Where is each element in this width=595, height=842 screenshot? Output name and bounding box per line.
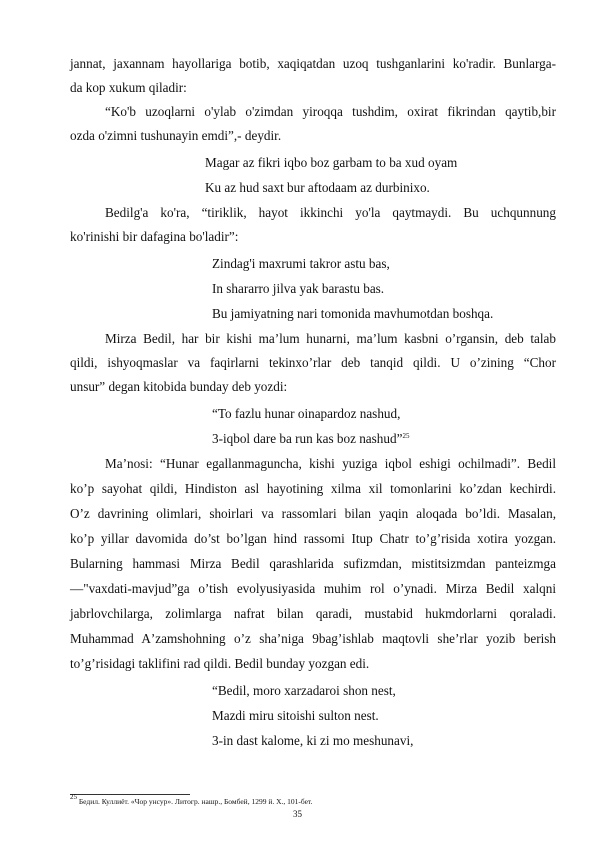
verse-line: Zindag'i maxrumi takror astu bas, [212,256,390,271]
verse-line: In shararro jilva yak barastu bas. [212,281,385,296]
footnote [70,793,313,807]
verse-text: 3-iqbol dare ba run kas boz nashud” [212,431,403,446]
paragraph-line: “Ko'b uzoqlarni o'ylab o'zimdan yiroqqa tushdim, oxirat fikrindan qaytib,bir [105,104,556,119]
verse-line: “To fazlu hunar oinapardoz nashud, [212,406,401,421]
paragraph-line: unsur” degan kitobida bunday deb yozdi: [70,379,288,394]
verse-line: Bu jamiyatning nari tomonida mavhumotdan boshqa. [212,306,494,321]
paragraph-line: jannat, jaxannam hayollariga botib, xaqiqatdan uzoq tushganlarini ko'radir. Bunlarga- [70,56,556,71]
paragraph-line: ko'rinishi bir dafagina bo'ladir”: [70,229,239,244]
paragraph-line: jabrlovchilarga, zolimlarga nafrat bilan qaradi, mustabid hukmdorlarni qoraladi. [70,606,556,621]
paragraph-line: ozda o'zimni tushunayin emdi”,- deydir. [70,128,282,143]
footnote-number: 25 [70,793,77,801]
footnote-text: Бедил. Куллиёт. «Чор унсур». Литогр. нашр., Бомбей, 1299 й. Х., 101-бет. [78,797,313,806]
paragraph-line: ko’p sayohat qildi, Hindiston asl hayotining xilma xil tomonlarini ko’zdan kechirdi. [70,481,556,496]
paragraph-line: O’z davrining olimlari, shoirlari va rassomlari bilan yaqin aloqada bo’ldi. Masalan, [70,506,556,521]
paragraph-line: —"vaxdati-mavjud”ga o’tish evolyusiyasida muhim rol o’ynadi. Mirza Bedil xalqni [70,581,556,596]
paragraph-line: Maʼnosi: “Hunar egallanmaguncha, kishi yuziga iqbol eshigi ochilmadi”. Bedil [105,456,556,471]
footnote-divider [70,794,190,795]
page-number: 35 [293,809,302,819]
paragraph-line: to’g’risidagi taklifini rad qildi. Bedil bunday yozgan edi. [70,656,370,671]
paragraph-line: Muhammad Aʼzamshohning o’z shaʼniga 9bag’ishlab maqtovli sheʼrlar yozib berish [70,631,556,646]
verse-line [212,431,409,447]
paragraph-line: da kop xukum qiladir: [70,80,187,95]
paragraph-line: Mirza Bedil, har bir kishi maʼlum hunarni, maʼlum kasbni o’rgansin, deb talab [105,331,556,346]
verse-line: Magar az fikri iqbo boz garbam to ba xud oyam [205,155,458,170]
paragraph-line: ko’p yillar davomida do’st bo’lgan hind rassomi Itup Chatr to’g’risida xotira yozgan. [70,531,556,546]
paragraph-line: qildi, ishyoqmaslar va faqirlarni tekinxo’rlar deb tanqid qildi. U o’zining “Chor [70,355,556,370]
paragraph-line: Bedilg'a ko'ra, “tiriklik, hayot ikkinchi yo'la qaytmaydi. Bu uchqunnung [105,205,556,220]
footnote-marker: 25 [402,432,410,440]
verse-line: Ku az hud saxt bur aftodaam az durbinixo. [205,180,430,195]
paragraph-line: Bularning hammasi Mirza Bedil qarashlarida sufizmdan, mistitsizmdan panteizmga [70,556,556,571]
verse-line: 3-in dast kalome, ki zi mo meshunavi, [212,733,414,748]
verse-line: Mazdi miru sitoishi sulton nest. [212,708,379,723]
verse-line: “Bedil, moro xarzadaroi shon nest, [212,683,396,698]
